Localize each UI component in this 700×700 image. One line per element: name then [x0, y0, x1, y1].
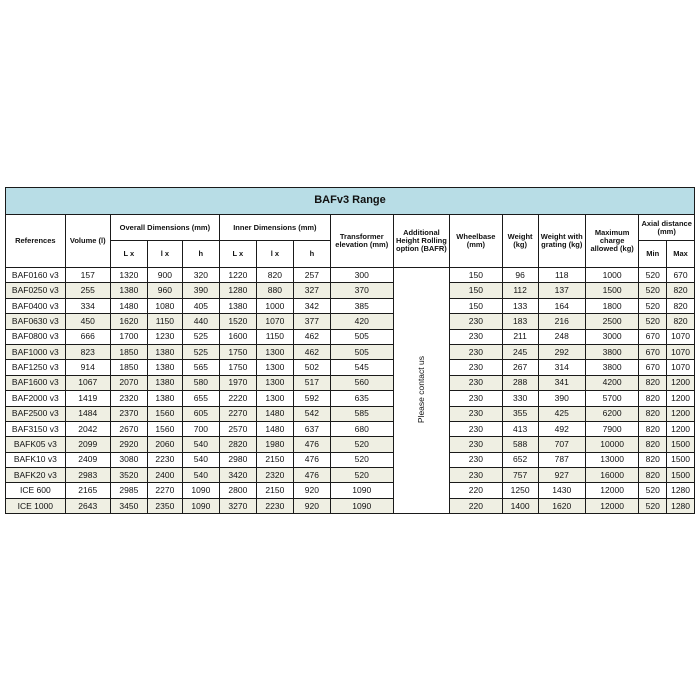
cell-overall-height: 390 — [182, 283, 219, 298]
cell-axial-max: 1200 — [667, 391, 695, 406]
cell-inner-width: 1480 — [256, 421, 293, 436]
cell-overall-length: 1700 — [110, 329, 147, 344]
cell-max-charge: 1500 — [585, 283, 638, 298]
cell-transformer-elevation: 370 — [330, 283, 393, 298]
cell-inner-width: 1150 — [256, 329, 293, 344]
cell-axial-max: 820 — [667, 283, 695, 298]
cell-reference: BAFK10 v3 — [6, 452, 66, 467]
cell-max-charge: 1000 — [585, 268, 638, 283]
cell-overall-length: 3080 — [110, 452, 147, 467]
cell-axial-max: 1070 — [667, 360, 695, 375]
subheader-inner-width: l x — [256, 241, 293, 268]
cell-weight-grating: 292 — [538, 344, 585, 359]
cell-max-charge: 2500 — [585, 314, 638, 329]
cell-reference: BAF1600 v3 — [6, 375, 66, 390]
table-row — [6, 375, 695, 390]
cell-overall-width: 1380 — [147, 391, 182, 406]
cell-inner-width: 1000 — [256, 298, 293, 313]
cell-reference: BAF3150 v3 — [6, 421, 66, 436]
cell-inner-length: 1220 — [219, 268, 256, 283]
subheader-axial-min: Min — [639, 241, 667, 268]
cell-axial-min: 520 — [639, 268, 667, 283]
cell-axial-max: 1500 — [667, 468, 695, 483]
cell-inner-width: 1070 — [256, 314, 293, 329]
cell-weight-grating: 118 — [538, 268, 585, 283]
cell-overall-height: 540 — [182, 468, 219, 483]
cell-transformer-elevation: 1090 — [330, 498, 393, 513]
cell-axial-max: 1200 — [667, 421, 695, 436]
cell-wheelbase: 220 — [450, 483, 502, 498]
cell-inner-length: 2820 — [219, 437, 256, 452]
cell-inner-length: 1970 — [219, 375, 256, 390]
cell-weight-grating: 341 — [538, 375, 585, 390]
cell-inner-height: 542 — [293, 406, 330, 421]
cell-overall-width: 2270 — [147, 483, 182, 498]
cell-max-charge: 4200 — [585, 375, 638, 390]
cell-overall-width: 2350 — [147, 498, 182, 513]
cell-inner-height: 462 — [293, 344, 330, 359]
cell-wheelbase: 230 — [450, 468, 502, 483]
cell-volume: 823 — [65, 344, 110, 359]
cell-inner-length: 2800 — [219, 483, 256, 498]
cell-inner-height: 476 — [293, 452, 330, 467]
cell-reference: BAF2000 v3 — [6, 391, 66, 406]
cell-weight-grating: 248 — [538, 329, 585, 344]
header-wheelbase: Wheelbase (mm) — [450, 215, 502, 268]
cell-axial-max: 1500 — [667, 437, 695, 452]
cell-weight: 1400 — [502, 498, 538, 513]
cell-reference: BAF0400 v3 — [6, 298, 66, 313]
cell-reference: BAF0630 v3 — [6, 314, 66, 329]
cell-wheelbase: 230 — [450, 344, 502, 359]
cell-volume: 2983 — [65, 468, 110, 483]
cell-overall-length: 1850 — [110, 344, 147, 359]
cell-transformer-elevation: 560 — [330, 375, 393, 390]
cell-overall-height: 565 — [182, 360, 219, 375]
cell-volume: 450 — [65, 314, 110, 329]
cell-overall-length: 2370 — [110, 406, 147, 421]
table-row — [6, 421, 695, 436]
header-additional-height: Additional Height Rolling option (BAFR) — [393, 215, 450, 268]
cell-inner-length: 1750 — [219, 360, 256, 375]
cell-wheelbase: 230 — [450, 437, 502, 452]
cell-axial-min: 820 — [639, 406, 667, 421]
cell-overall-height: 540 — [182, 452, 219, 467]
cell-volume: 2042 — [65, 421, 110, 436]
cell-volume: 2165 — [65, 483, 110, 498]
cell-weight: 330 — [502, 391, 538, 406]
cell-weight: 757 — [502, 468, 538, 483]
cell-inner-height: 920 — [293, 498, 330, 513]
cell-volume: 334 — [65, 298, 110, 313]
cell-inner-width: 2230 — [256, 498, 293, 513]
cell-axial-max: 1280 — [667, 483, 695, 498]
cell-reference: ICE 1000 — [6, 498, 66, 513]
cell-overall-length: 3450 — [110, 498, 147, 513]
cell-inner-length: 3270 — [219, 498, 256, 513]
subheader-inner-length: L x — [219, 241, 256, 268]
cell-volume: 1484 — [65, 406, 110, 421]
cell-overall-width: 1560 — [147, 421, 182, 436]
cell-axial-min: 520 — [639, 483, 667, 498]
cell-inner-height: 257 — [293, 268, 330, 283]
cell-overall-width: 900 — [147, 268, 182, 283]
cell-inner-width: 1980 — [256, 437, 293, 452]
cell-overall-height: 1090 — [182, 498, 219, 513]
cell-weight-grating: 137 — [538, 283, 585, 298]
cell-transformer-elevation: 680 — [330, 421, 393, 436]
cell-max-charge: 3800 — [585, 360, 638, 375]
table-row — [6, 283, 695, 298]
cell-overall-length: 1850 — [110, 360, 147, 375]
cell-axial-max: 1070 — [667, 329, 695, 344]
cell-overall-length: 1320 — [110, 268, 147, 283]
cell-weight: 96 — [502, 268, 538, 283]
cell-wheelbase: 150 — [450, 283, 502, 298]
cell-max-charge: 12000 — [585, 498, 638, 513]
subheader-axial-max: Max — [667, 241, 695, 268]
header-inner-dimensions: Inner Dimensions (mm) — [219, 215, 330, 241]
cell-overall-length: 1620 — [110, 314, 147, 329]
cell-volume: 255 — [65, 283, 110, 298]
cell-wheelbase: 230 — [450, 406, 502, 421]
table-row — [6, 360, 695, 375]
cell-overall-height: 1090 — [182, 483, 219, 498]
contact-note: Please contact us — [415, 356, 426, 424]
cell-axial-max: 1280 — [667, 498, 695, 513]
cell-wheelbase: 230 — [450, 329, 502, 344]
cell-axial-min: 820 — [639, 452, 667, 467]
cell-overall-width: 1230 — [147, 329, 182, 344]
subheader-overall-height: h — [182, 241, 219, 268]
cell-transformer-elevation: 585 — [330, 406, 393, 421]
cell-weight: 355 — [502, 406, 538, 421]
cell-overall-width: 1080 — [147, 298, 182, 313]
cell-overall-length: 3520 — [110, 468, 147, 483]
spec-table-container — [5, 187, 695, 513]
cell-weight-grating: 216 — [538, 314, 585, 329]
cell-inner-length: 2220 — [219, 391, 256, 406]
table-row — [6, 344, 695, 359]
cell-overall-height: 655 — [182, 391, 219, 406]
cell-inner-height: 476 — [293, 437, 330, 452]
cell-overall-width: 1380 — [147, 375, 182, 390]
cell-wheelbase: 150 — [450, 298, 502, 313]
cell-max-charge: 16000 — [585, 468, 638, 483]
table-row — [6, 298, 695, 313]
cell-axial-min: 820 — [639, 468, 667, 483]
cell-weight-grating: 425 — [538, 406, 585, 421]
cell-weight: 1250 — [502, 483, 538, 498]
cell-reference: BAFK05 v3 — [6, 437, 66, 452]
cell-max-charge: 12000 — [585, 483, 638, 498]
table-row — [6, 483, 695, 498]
cell-inner-width: 1480 — [256, 406, 293, 421]
cell-axial-max: 1200 — [667, 406, 695, 421]
cell-weight-grating: 314 — [538, 360, 585, 375]
header-transformer-elevation: Transformer elevation (mm) — [330, 215, 393, 268]
cell-weight: 652 — [502, 452, 538, 467]
cell-axial-min: 520 — [639, 498, 667, 513]
cell-inner-width: 2150 — [256, 483, 293, 498]
cell-max-charge: 6200 — [585, 406, 638, 421]
cell-weight: 183 — [502, 314, 538, 329]
cell-overall-width: 2230 — [147, 452, 182, 467]
cell-reference: ICE 600 — [6, 483, 66, 498]
cell-weight-grating: 164 — [538, 298, 585, 313]
cell-volume: 157 — [65, 268, 110, 283]
cell-volume: 1067 — [65, 375, 110, 390]
cell-overall-width: 1150 — [147, 314, 182, 329]
cell-overall-width: 960 — [147, 283, 182, 298]
table-row — [6, 498, 695, 513]
cell-transformer-elevation: 520 — [330, 452, 393, 467]
cell-inner-height: 462 — [293, 329, 330, 344]
cell-reference: BAF0250 v3 — [6, 283, 66, 298]
cell-axial-min: 520 — [639, 314, 667, 329]
cell-max-charge: 1800 — [585, 298, 638, 313]
cell-transformer-elevation: 545 — [330, 360, 393, 375]
cell-transformer-elevation: 385 — [330, 298, 393, 313]
cell-volume: 1419 — [65, 391, 110, 406]
cell-weight: 413 — [502, 421, 538, 436]
cell-inner-length: 1600 — [219, 329, 256, 344]
cell-inner-length: 3420 — [219, 468, 256, 483]
cell-inner-height: 342 — [293, 298, 330, 313]
cell-axial-min: 820 — [639, 375, 667, 390]
cell-axial-max: 1500 — [667, 452, 695, 467]
cell-inner-height: 592 — [293, 391, 330, 406]
header-references: References — [6, 215, 66, 268]
cell-weight-grating: 927 — [538, 468, 585, 483]
cell-overall-width: 1380 — [147, 344, 182, 359]
cell-overall-height: 440 — [182, 314, 219, 329]
cell-axial-max: 1200 — [667, 375, 695, 390]
cell-weight-grating: 1430 — [538, 483, 585, 498]
contact-cell — [393, 268, 450, 514]
cell-inner-height: 327 — [293, 283, 330, 298]
cell-overall-length: 2070 — [110, 375, 147, 390]
cell-reference: BAF2500 v3 — [6, 406, 66, 421]
header-max-charge: Maximum charge allowed (kg) — [585, 215, 638, 268]
header-overall-dimensions: Overall Dimensions (mm) — [110, 215, 219, 241]
header-weight: Weight (kg) — [502, 215, 538, 268]
cell-weight: 133 — [502, 298, 538, 313]
cell-transformer-elevation: 505 — [330, 329, 393, 344]
cell-axial-min: 670 — [639, 344, 667, 359]
cell-overall-length: 2670 — [110, 421, 147, 436]
cell-overall-height: 525 — [182, 344, 219, 359]
cell-overall-height: 605 — [182, 406, 219, 421]
cell-max-charge: 13000 — [585, 452, 638, 467]
cell-overall-width: 1560 — [147, 406, 182, 421]
cell-weight-grating: 1620 — [538, 498, 585, 513]
table-row — [6, 391, 695, 406]
cell-weight: 211 — [502, 329, 538, 344]
cell-max-charge: 7900 — [585, 421, 638, 436]
cell-axial-max: 670 — [667, 268, 695, 283]
cell-axial-min: 520 — [639, 298, 667, 313]
cell-wheelbase: 230 — [450, 421, 502, 436]
table-title: BAFv3 Range — [6, 188, 695, 215]
cell-weight: 288 — [502, 375, 538, 390]
header-volume: Volume (l) — [65, 215, 110, 268]
cell-transformer-elevation: 1090 — [330, 483, 393, 498]
cell-axial-min: 520 — [639, 283, 667, 298]
cell-weight: 245 — [502, 344, 538, 359]
cell-transformer-elevation: 635 — [330, 391, 393, 406]
cell-overall-height: 320 — [182, 268, 219, 283]
cell-reference: BAF1250 v3 — [6, 360, 66, 375]
cell-transformer-elevation: 520 — [330, 437, 393, 452]
cell-inner-width: 1300 — [256, 360, 293, 375]
cell-wheelbase: 230 — [450, 314, 502, 329]
cell-overall-length: 2985 — [110, 483, 147, 498]
cell-overall-height: 405 — [182, 298, 219, 313]
cell-weight: 588 — [502, 437, 538, 452]
cell-wheelbase: 150 — [450, 268, 502, 283]
cell-inner-height: 637 — [293, 421, 330, 436]
cell-max-charge: 3800 — [585, 344, 638, 359]
cell-overall-length: 2320 — [110, 391, 147, 406]
cell-inner-width: 2320 — [256, 468, 293, 483]
cell-overall-length: 2920 — [110, 437, 147, 452]
cell-inner-height: 920 — [293, 483, 330, 498]
cell-overall-length: 1480 — [110, 298, 147, 313]
header-weight-grating: Weight with grating (kg) — [538, 215, 585, 268]
cell-inner-length: 2270 — [219, 406, 256, 421]
cell-wheelbase: 220 — [450, 498, 502, 513]
table-row — [6, 406, 695, 421]
cell-inner-height: 517 — [293, 375, 330, 390]
cell-reference: BAF1000 v3 — [6, 344, 66, 359]
cell-weight: 267 — [502, 360, 538, 375]
cell-axial-max: 1070 — [667, 344, 695, 359]
bafv3-range-table — [5, 187, 695, 514]
cell-wheelbase: 230 — [450, 391, 502, 406]
subheader-inner-height: h — [293, 241, 330, 268]
cell-inner-length: 1520 — [219, 314, 256, 329]
cell-wheelbase: 230 — [450, 360, 502, 375]
cell-inner-height: 476 — [293, 468, 330, 483]
cell-inner-width: 2150 — [256, 452, 293, 467]
cell-wheelbase: 230 — [450, 452, 502, 467]
header-axial-distance: Axial distance (mm) — [639, 215, 695, 241]
cell-axial-min: 820 — [639, 421, 667, 436]
cell-inner-length: 1750 — [219, 344, 256, 359]
cell-max-charge: 5700 — [585, 391, 638, 406]
cell-inner-length: 2980 — [219, 452, 256, 467]
cell-volume: 2643 — [65, 498, 110, 513]
cell-axial-max: 820 — [667, 314, 695, 329]
cell-inner-width: 880 — [256, 283, 293, 298]
cell-overall-height: 700 — [182, 421, 219, 436]
cell-overall-height: 580 — [182, 375, 219, 390]
cell-inner-length: 1380 — [219, 298, 256, 313]
cell-axial-max: 820 — [667, 298, 695, 313]
cell-max-charge: 10000 — [585, 437, 638, 452]
cell-volume: 2099 — [65, 437, 110, 452]
table-row — [6, 268, 695, 283]
cell-weight-grating: 707 — [538, 437, 585, 452]
cell-inner-width: 1300 — [256, 391, 293, 406]
cell-overall-width: 1380 — [147, 360, 182, 375]
cell-overall-height: 525 — [182, 329, 219, 344]
cell-wheelbase: 230 — [450, 375, 502, 390]
cell-overall-length: 1380 — [110, 283, 147, 298]
cell-reference: BAF0160 v3 — [6, 268, 66, 283]
cell-reference: BAF0800 v3 — [6, 329, 66, 344]
cell-volume: 914 — [65, 360, 110, 375]
cell-inner-width: 1300 — [256, 344, 293, 359]
cell-inner-width: 820 — [256, 268, 293, 283]
table-body — [6, 268, 695, 514]
table-row — [6, 329, 695, 344]
cell-weight: 112 — [502, 283, 538, 298]
cell-transformer-elevation: 300 — [330, 268, 393, 283]
cell-overall-width: 2060 — [147, 437, 182, 452]
cell-inner-length: 1280 — [219, 283, 256, 298]
cell-inner-length: 2570 — [219, 421, 256, 436]
cell-volume: 2409 — [65, 452, 110, 467]
cell-overall-width: 2400 — [147, 468, 182, 483]
cell-axial-min: 820 — [639, 437, 667, 452]
cell-weight-grating: 492 — [538, 421, 585, 436]
cell-weight-grating: 390 — [538, 391, 585, 406]
cell-reference: BAFK20 v3 — [6, 468, 66, 483]
cell-axial-min: 670 — [639, 329, 667, 344]
cell-transformer-elevation: 420 — [330, 314, 393, 329]
cell-axial-min: 670 — [639, 360, 667, 375]
cell-inner-height: 377 — [293, 314, 330, 329]
cell-weight-grating: 787 — [538, 452, 585, 467]
cell-inner-height: 502 — [293, 360, 330, 375]
cell-max-charge: 3000 — [585, 329, 638, 344]
cell-volume: 666 — [65, 329, 110, 344]
cell-inner-width: 1300 — [256, 375, 293, 390]
subheader-overall-length: L x — [110, 241, 147, 268]
table-row — [6, 452, 695, 467]
table-row — [6, 437, 695, 452]
subheader-overall-width: l x — [147, 241, 182, 268]
table-row — [6, 468, 695, 483]
cell-transformer-elevation: 520 — [330, 468, 393, 483]
table-row — [6, 314, 695, 329]
cell-overall-height: 540 — [182, 437, 219, 452]
cell-axial-min: 820 — [639, 391, 667, 406]
cell-transformer-elevation: 505 — [330, 344, 393, 359]
